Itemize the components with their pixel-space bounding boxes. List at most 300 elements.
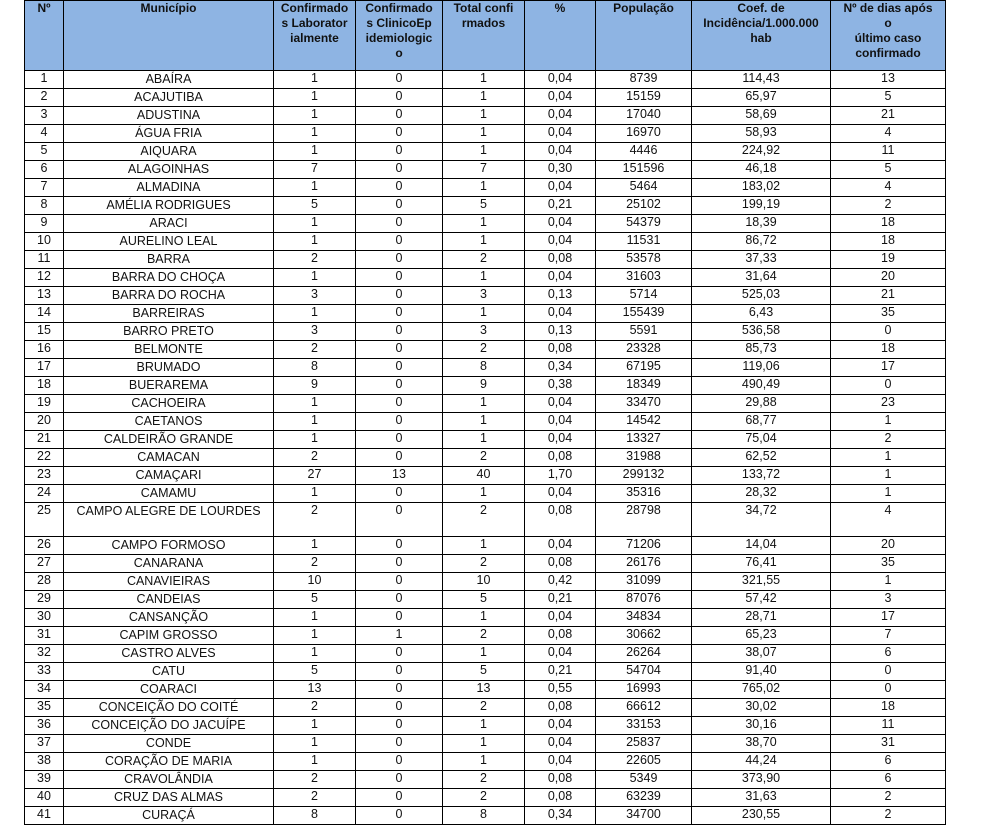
cell-clinical-confirmed: 0 bbox=[356, 71, 443, 89]
cell-clinical-confirmed: 0 bbox=[356, 503, 443, 537]
cell-days-since-last: 6 bbox=[831, 753, 946, 771]
cell-total-confirmed: 2 bbox=[443, 789, 525, 807]
header-line: Total confi bbox=[453, 1, 514, 15]
cell-total-confirmed: 1 bbox=[443, 215, 525, 233]
cell-percent: 0,04 bbox=[525, 735, 596, 753]
cell-percent: 0,04 bbox=[525, 645, 596, 663]
cell-municipio: BARRA DO ROCHA bbox=[64, 287, 274, 305]
cell-clinical-confirmed: 0 bbox=[356, 771, 443, 789]
header-line: s ClinicoEp bbox=[366, 16, 432, 30]
cases-by-municipality-table bbox=[24, 0, 946, 825]
cell-lab-confirmed: 27 bbox=[274, 467, 356, 485]
table-row bbox=[25, 179, 946, 197]
cell-population: 11531 bbox=[596, 233, 692, 251]
table-row bbox=[25, 161, 946, 179]
cell-municipio: AURELINO LEAL bbox=[64, 233, 274, 251]
cell-lab-confirmed: 1 bbox=[274, 89, 356, 107]
cell-population: 13327 bbox=[596, 431, 692, 449]
cell-population: 87076 bbox=[596, 591, 692, 609]
cell-days-since-last: 4 bbox=[831, 179, 946, 197]
cell-population: 155439 bbox=[596, 305, 692, 323]
cell-days-since-last: 21 bbox=[831, 287, 946, 305]
cell-incidence: 44,24 bbox=[692, 753, 831, 771]
cell-total-confirmed: 5 bbox=[443, 197, 525, 215]
cell-clinical-confirmed: 0 bbox=[356, 753, 443, 771]
table-body bbox=[25, 71, 946, 825]
cell-number: 18 bbox=[25, 377, 64, 395]
cell-days-since-last: 0 bbox=[831, 377, 946, 395]
cell-percent: 0,08 bbox=[525, 341, 596, 359]
cell-lab-confirmed: 2 bbox=[274, 699, 356, 717]
cell-lab-confirmed: 1 bbox=[274, 413, 356, 431]
cell-total-confirmed: 2 bbox=[443, 251, 525, 269]
cell-incidence: 57,42 bbox=[692, 591, 831, 609]
cell-days-since-last: 0 bbox=[831, 681, 946, 699]
cell-lab-confirmed: 1 bbox=[274, 735, 356, 753]
cell-percent: 0,21 bbox=[525, 663, 596, 681]
cell-total-confirmed: 1 bbox=[443, 413, 525, 431]
cell-total-confirmed: 1 bbox=[443, 395, 525, 413]
cell-municipio: CRAVOLÂNDIA bbox=[64, 771, 274, 789]
cell-days-since-last: 20 bbox=[831, 269, 946, 287]
cell-lab-confirmed: 2 bbox=[274, 771, 356, 789]
cell-lab-confirmed: 7 bbox=[274, 161, 356, 179]
cell-number: 37 bbox=[25, 735, 64, 753]
cell-number: 14 bbox=[25, 305, 64, 323]
cell-clinical-confirmed: 0 bbox=[356, 287, 443, 305]
cell-total-confirmed: 2 bbox=[443, 699, 525, 717]
cell-clinical-confirmed: 0 bbox=[356, 681, 443, 699]
cell-number: 40 bbox=[25, 789, 64, 807]
cell-population: 17040 bbox=[596, 107, 692, 125]
cell-population: 16970 bbox=[596, 125, 692, 143]
cell-lab-confirmed: 3 bbox=[274, 287, 356, 305]
cell-clinical-confirmed: 0 bbox=[356, 377, 443, 395]
cell-municipio: CAMPO FORMOSO bbox=[64, 537, 274, 555]
cell-total-confirmed: 1 bbox=[443, 143, 525, 161]
table-row bbox=[25, 215, 946, 233]
cell-number: 36 bbox=[25, 717, 64, 735]
cell-clinical-confirmed: 0 bbox=[356, 251, 443, 269]
cell-percent: 0,34 bbox=[525, 807, 596, 825]
cell-number: 17 bbox=[25, 359, 64, 377]
table-row bbox=[25, 753, 946, 771]
cell-number: 20 bbox=[25, 413, 64, 431]
cell-incidence: 765,02 bbox=[692, 681, 831, 699]
header-line: Coef. de bbox=[737, 1, 785, 15]
cell-incidence: 38,07 bbox=[692, 645, 831, 663]
cell-lab-confirmed: 3 bbox=[274, 323, 356, 341]
cell-incidence: 65,23 bbox=[692, 627, 831, 645]
table-row bbox=[25, 735, 946, 753]
cell-days-since-last: 0 bbox=[831, 323, 946, 341]
table-row bbox=[25, 359, 946, 377]
cell-municipio: CONCEIÇÃO DO COITÉ bbox=[64, 699, 274, 717]
cell-days-since-last: 19 bbox=[831, 251, 946, 269]
cell-number: 30 bbox=[25, 609, 64, 627]
cell-number: 32 bbox=[25, 645, 64, 663]
cell-days-since-last: 6 bbox=[831, 771, 946, 789]
cell-percent: 0,55 bbox=[525, 681, 596, 699]
cell-days-since-last: 18 bbox=[831, 341, 946, 359]
cell-total-confirmed: 13 bbox=[443, 681, 525, 699]
cell-total-confirmed: 1 bbox=[443, 609, 525, 627]
table-row bbox=[25, 789, 946, 807]
cell-population: 26176 bbox=[596, 555, 692, 573]
cell-number: 16 bbox=[25, 341, 64, 359]
cell-municipio: CANAVIEIRAS bbox=[64, 573, 274, 591]
header-row bbox=[25, 1, 946, 71]
table-row bbox=[25, 449, 946, 467]
cell-clinical-confirmed: 0 bbox=[356, 609, 443, 627]
cell-days-since-last: 6 bbox=[831, 645, 946, 663]
table-row bbox=[25, 413, 946, 431]
col-header-total-confirmed bbox=[443, 1, 525, 71]
cell-clinical-confirmed: 0 bbox=[356, 269, 443, 287]
table-row bbox=[25, 555, 946, 573]
cell-municipio: CAPIM GROSSO bbox=[64, 627, 274, 645]
cell-municipio: CAMAMU bbox=[64, 485, 274, 503]
cell-lab-confirmed: 1 bbox=[274, 269, 356, 287]
cell-percent: 1,70 bbox=[525, 467, 596, 485]
cell-total-confirmed: 7 bbox=[443, 161, 525, 179]
table-row bbox=[25, 287, 946, 305]
cell-lab-confirmed: 2 bbox=[274, 341, 356, 359]
cell-total-confirmed: 3 bbox=[443, 323, 525, 341]
table-row bbox=[25, 305, 946, 323]
cell-days-since-last: 2 bbox=[831, 807, 946, 825]
header-line: confirmado bbox=[855, 46, 921, 60]
cell-total-confirmed: 1 bbox=[443, 717, 525, 735]
cell-lab-confirmed: 2 bbox=[274, 503, 356, 537]
cell-incidence: 58,93 bbox=[692, 125, 831, 143]
cell-days-since-last: 2 bbox=[831, 197, 946, 215]
col-header-clinical-confirmed bbox=[356, 1, 443, 71]
cell-population: 34700 bbox=[596, 807, 692, 825]
cell-incidence: 76,41 bbox=[692, 555, 831, 573]
cell-days-since-last: 18 bbox=[831, 233, 946, 251]
cell-lab-confirmed: 1 bbox=[274, 125, 356, 143]
table-row bbox=[25, 681, 946, 699]
header-line: Município bbox=[140, 1, 197, 15]
cell-municipio: CACHOEIRA bbox=[64, 395, 274, 413]
col-header-population bbox=[596, 1, 692, 71]
table-row bbox=[25, 573, 946, 591]
cell-percent: 0,04 bbox=[525, 395, 596, 413]
cell-lab-confirmed: 1 bbox=[274, 627, 356, 645]
cell-lab-confirmed: 5 bbox=[274, 663, 356, 681]
cell-number: 35 bbox=[25, 699, 64, 717]
cell-number: 19 bbox=[25, 395, 64, 413]
cell-municipio: CONCEIÇÃO DO JACUÍPE bbox=[64, 717, 274, 735]
cell-lab-confirmed: 8 bbox=[274, 359, 356, 377]
cell-number: 24 bbox=[25, 485, 64, 503]
header-line: Confirmado bbox=[365, 1, 433, 15]
cell-total-confirmed: 9 bbox=[443, 377, 525, 395]
cell-days-since-last: 7 bbox=[831, 627, 946, 645]
cell-number: 27 bbox=[25, 555, 64, 573]
cell-lab-confirmed: 1 bbox=[274, 395, 356, 413]
cell-days-since-last: 1 bbox=[831, 467, 946, 485]
cell-population: 5464 bbox=[596, 179, 692, 197]
cell-total-confirmed: 1 bbox=[443, 71, 525, 89]
cell-percent: 0,08 bbox=[525, 627, 596, 645]
table-row bbox=[25, 125, 946, 143]
cell-lab-confirmed: 9 bbox=[274, 377, 356, 395]
cell-incidence: 525,03 bbox=[692, 287, 831, 305]
cell-incidence: 65,97 bbox=[692, 89, 831, 107]
col-header-lab-confirmed bbox=[274, 1, 356, 71]
cell-percent: 0,04 bbox=[525, 215, 596, 233]
cell-number: 11 bbox=[25, 251, 64, 269]
cell-days-since-last: 0 bbox=[831, 663, 946, 681]
cell-total-confirmed: 1 bbox=[443, 645, 525, 663]
cell-population: 15159 bbox=[596, 89, 692, 107]
cell-population: 23328 bbox=[596, 341, 692, 359]
cell-number: 6 bbox=[25, 161, 64, 179]
cell-clinical-confirmed: 0 bbox=[356, 197, 443, 215]
cell-total-confirmed: 5 bbox=[443, 663, 525, 681]
cell-municipio: CALDEIRÃO GRANDE bbox=[64, 431, 274, 449]
cell-total-confirmed: 10 bbox=[443, 573, 525, 591]
cell-percent: 0,08 bbox=[525, 503, 596, 537]
cell-lab-confirmed: 8 bbox=[274, 807, 356, 825]
table-row bbox=[25, 143, 946, 161]
cell-percent: 0,04 bbox=[525, 305, 596, 323]
cell-incidence: 30,16 bbox=[692, 717, 831, 735]
cell-lab-confirmed: 1 bbox=[274, 753, 356, 771]
cell-percent: 0,04 bbox=[525, 107, 596, 125]
cell-lab-confirmed: 1 bbox=[274, 485, 356, 503]
cell-number: 23 bbox=[25, 467, 64, 485]
cell-population: 151596 bbox=[596, 161, 692, 179]
cell-lab-confirmed: 1 bbox=[274, 179, 356, 197]
cell-clinical-confirmed: 0 bbox=[356, 395, 443, 413]
cell-clinical-confirmed: 0 bbox=[356, 735, 443, 753]
cell-lab-confirmed: 5 bbox=[274, 591, 356, 609]
table-row bbox=[25, 663, 946, 681]
cell-incidence: 373,90 bbox=[692, 771, 831, 789]
cell-number: 8 bbox=[25, 197, 64, 215]
cell-clinical-confirmed: 0 bbox=[356, 699, 443, 717]
cell-population: 299132 bbox=[596, 467, 692, 485]
table-row bbox=[25, 395, 946, 413]
cell-incidence: 62,52 bbox=[692, 449, 831, 467]
cell-population: 5714 bbox=[596, 287, 692, 305]
cell-total-confirmed: 3 bbox=[443, 287, 525, 305]
cell-clinical-confirmed: 0 bbox=[356, 305, 443, 323]
cell-total-confirmed: 2 bbox=[443, 627, 525, 645]
cell-percent: 0,21 bbox=[525, 591, 596, 609]
cell-clinical-confirmed: 0 bbox=[356, 807, 443, 825]
cell-population: 31603 bbox=[596, 269, 692, 287]
cell-population: 53578 bbox=[596, 251, 692, 269]
cell-days-since-last: 20 bbox=[831, 537, 946, 555]
cell-clinical-confirmed: 0 bbox=[356, 161, 443, 179]
cell-incidence: 31,64 bbox=[692, 269, 831, 287]
cell-days-since-last: 18 bbox=[831, 215, 946, 233]
cell-number: 12 bbox=[25, 269, 64, 287]
cell-total-confirmed: 1 bbox=[443, 735, 525, 753]
cases-table-sheet bbox=[24, 0, 946, 825]
cell-municipio: BARRO PRETO bbox=[64, 323, 274, 341]
cell-lab-confirmed: 1 bbox=[274, 537, 356, 555]
table-row bbox=[25, 807, 946, 825]
cell-percent: 0,04 bbox=[525, 537, 596, 555]
cell-incidence: 91,40 bbox=[692, 663, 831, 681]
cell-number: 26 bbox=[25, 537, 64, 555]
cell-incidence: 75,04 bbox=[692, 431, 831, 449]
cell-municipio: ÁGUA FRIA bbox=[64, 125, 274, 143]
cell-incidence: 34,72 bbox=[692, 503, 831, 537]
table-row bbox=[25, 699, 946, 717]
table-row bbox=[25, 609, 946, 627]
cell-population: 54704 bbox=[596, 663, 692, 681]
cell-days-since-last: 13 bbox=[831, 71, 946, 89]
table-row bbox=[25, 377, 946, 395]
cell-clinical-confirmed: 1 bbox=[356, 627, 443, 645]
cell-total-confirmed: 2 bbox=[443, 555, 525, 573]
cell-incidence: 68,77 bbox=[692, 413, 831, 431]
table-row bbox=[25, 89, 946, 107]
cell-lab-confirmed: 1 bbox=[274, 717, 356, 735]
cell-lab-confirmed: 1 bbox=[274, 215, 356, 233]
table-row bbox=[25, 251, 946, 269]
cell-municipio: CRUZ DAS ALMAS bbox=[64, 789, 274, 807]
header-line: hab bbox=[750, 31, 772, 45]
cell-percent: 0,13 bbox=[525, 287, 596, 305]
table-row bbox=[25, 645, 946, 663]
cell-incidence: 536,58 bbox=[692, 323, 831, 341]
cell-total-confirmed: 1 bbox=[443, 107, 525, 125]
cell-lab-confirmed: 1 bbox=[274, 305, 356, 323]
cell-percent: 0,38 bbox=[525, 377, 596, 395]
cell-number: 34 bbox=[25, 681, 64, 699]
cell-population: 33470 bbox=[596, 395, 692, 413]
cell-municipio: ADUSTINA bbox=[64, 107, 274, 125]
col-header-number bbox=[25, 1, 64, 71]
table-row bbox=[25, 431, 946, 449]
cell-number: 2 bbox=[25, 89, 64, 107]
cell-percent: 0,08 bbox=[525, 449, 596, 467]
cell-percent: 0,08 bbox=[525, 771, 596, 789]
cell-lab-confirmed: 10 bbox=[274, 573, 356, 591]
table-row bbox=[25, 537, 946, 555]
cell-percent: 0,04 bbox=[525, 71, 596, 89]
cell-municipio: CANSANÇÃO bbox=[64, 609, 274, 627]
cell-clinical-confirmed: 0 bbox=[356, 717, 443, 735]
cell-total-confirmed: 1 bbox=[443, 305, 525, 323]
cell-municipio: ARACI bbox=[64, 215, 274, 233]
cell-municipio: BUERAREMA bbox=[64, 377, 274, 395]
header-line: Confirmado bbox=[280, 1, 349, 15]
cell-days-since-last: 35 bbox=[831, 555, 946, 573]
cell-incidence: 114,43 bbox=[692, 71, 831, 89]
cell-percent: 0,30 bbox=[525, 161, 596, 179]
cell-incidence: 58,69 bbox=[692, 107, 831, 125]
cell-municipio: CANDEIAS bbox=[64, 591, 274, 609]
cell-days-since-last: 3 bbox=[831, 591, 946, 609]
cell-population: 66612 bbox=[596, 699, 692, 717]
cell-percent: 0,04 bbox=[525, 485, 596, 503]
cell-clinical-confirmed: 0 bbox=[356, 663, 443, 681]
cell-days-since-last: 23 bbox=[831, 395, 946, 413]
cell-days-since-last: 35 bbox=[831, 305, 946, 323]
cell-municipio: CAMPO ALEGRE DE LOURDES bbox=[64, 503, 274, 537]
header-line: % bbox=[554, 1, 566, 15]
cell-lab-confirmed: 1 bbox=[274, 107, 356, 125]
cell-population: 33153 bbox=[596, 717, 692, 735]
cell-clinical-confirmed: 0 bbox=[356, 179, 443, 197]
cell-municipio: CAETANOS bbox=[64, 413, 274, 431]
cell-clinical-confirmed: 0 bbox=[356, 233, 443, 251]
cell-total-confirmed: 1 bbox=[443, 753, 525, 771]
cell-days-since-last: 17 bbox=[831, 609, 946, 627]
cell-days-since-last: 21 bbox=[831, 107, 946, 125]
cell-days-since-last: 4 bbox=[831, 125, 946, 143]
cell-total-confirmed: 2 bbox=[443, 503, 525, 537]
cell-lab-confirmed: 2 bbox=[274, 251, 356, 269]
cell-clinical-confirmed: 0 bbox=[356, 215, 443, 233]
cell-clinical-confirmed: 0 bbox=[356, 789, 443, 807]
cell-population: 63239 bbox=[596, 789, 692, 807]
cell-municipio: AIQUARA bbox=[64, 143, 274, 161]
cell-percent: 0,04 bbox=[525, 143, 596, 161]
cell-number: 41 bbox=[25, 807, 64, 825]
cell-days-since-last: 4 bbox=[831, 503, 946, 537]
cell-municipio: ABAÍRA bbox=[64, 71, 274, 89]
cell-clinical-confirmed: 0 bbox=[356, 449, 443, 467]
table-row bbox=[25, 197, 946, 215]
table-row bbox=[25, 717, 946, 735]
cell-percent: 0,21 bbox=[525, 197, 596, 215]
table-row bbox=[25, 485, 946, 503]
cell-percent: 0,04 bbox=[525, 717, 596, 735]
cell-municipio: CANARANA bbox=[64, 555, 274, 573]
cell-municipio: BRUMADO bbox=[64, 359, 274, 377]
cell-clinical-confirmed: 0 bbox=[356, 89, 443, 107]
cell-number: 7 bbox=[25, 179, 64, 197]
cell-clinical-confirmed: 0 bbox=[356, 107, 443, 125]
cell-percent: 0,04 bbox=[525, 431, 596, 449]
table-row bbox=[25, 107, 946, 125]
cell-total-confirmed: 8 bbox=[443, 359, 525, 377]
cell-population: 34834 bbox=[596, 609, 692, 627]
cell-clinical-confirmed: 0 bbox=[356, 359, 443, 377]
cell-days-since-last: 17 bbox=[831, 359, 946, 377]
cell-total-confirmed: 2 bbox=[443, 449, 525, 467]
cell-population: 35316 bbox=[596, 485, 692, 503]
cell-municipio: ACAJUTIBA bbox=[64, 89, 274, 107]
cell-days-since-last: 1 bbox=[831, 485, 946, 503]
cell-number: 33 bbox=[25, 663, 64, 681]
cell-municipio: CAMAÇARI bbox=[64, 467, 274, 485]
col-header-incidence bbox=[692, 1, 831, 71]
cell-population: 26264 bbox=[596, 645, 692, 663]
cell-total-confirmed: 1 bbox=[443, 233, 525, 251]
cell-percent: 0,08 bbox=[525, 699, 596, 717]
cell-number: 4 bbox=[25, 125, 64, 143]
cell-clinical-confirmed: 13 bbox=[356, 467, 443, 485]
table-row bbox=[25, 269, 946, 287]
cell-municipio: CURAÇÁ bbox=[64, 807, 274, 825]
cell-incidence: 37,33 bbox=[692, 251, 831, 269]
cell-population: 31099 bbox=[596, 573, 692, 591]
cell-incidence: 46,18 bbox=[692, 161, 831, 179]
cell-lab-confirmed: 1 bbox=[274, 71, 356, 89]
cell-incidence: 86,72 bbox=[692, 233, 831, 251]
cell-percent: 0,04 bbox=[525, 89, 596, 107]
